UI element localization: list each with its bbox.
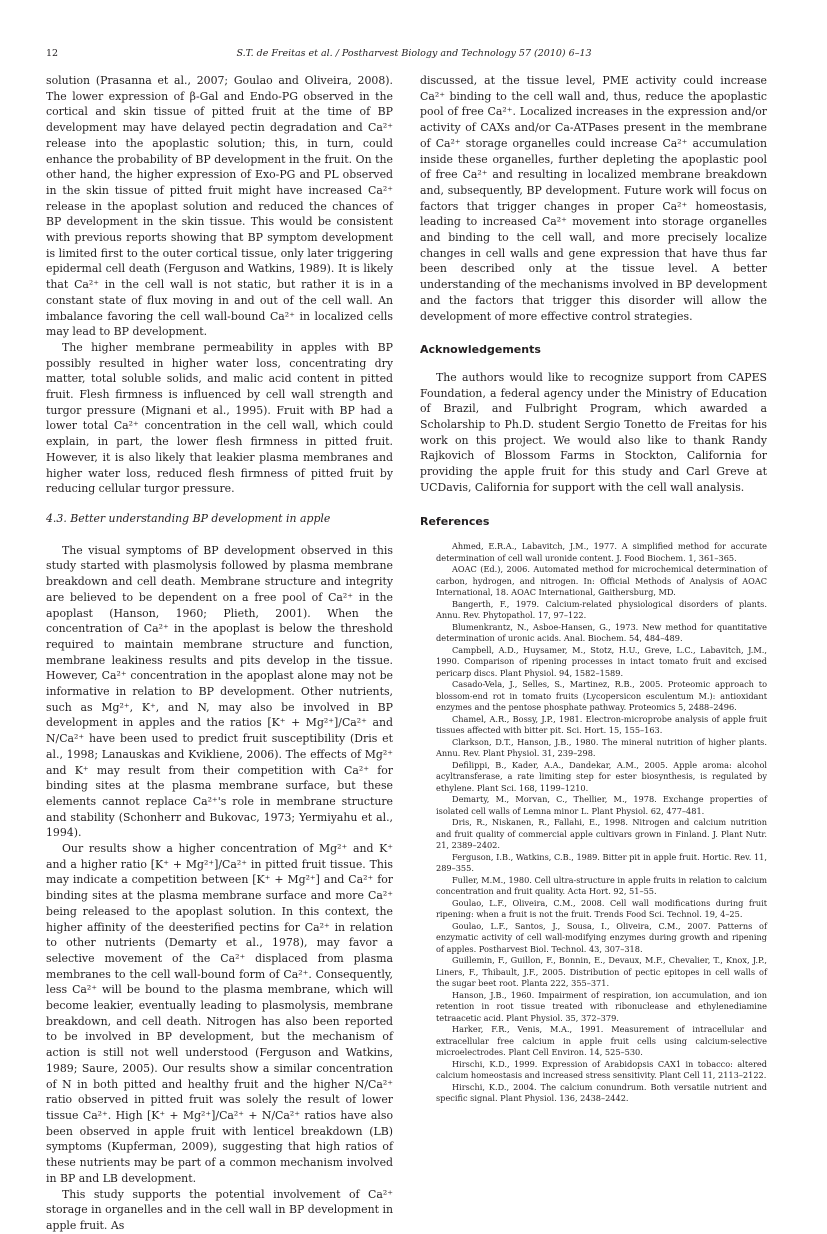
reference-item: Guillemin, F., Guillon, F., Bonnin, E., Devaux, M.F., Chevalier, T., Knox, J.P., Liners, F., Thibault, J.F., 2005. Distribution of pectic epitopes in cell walls of the sugar beet root. Planta 222, 355–371. <box>436 955 767 989</box>
paragraph: This study supports the potential involvement of Ca²⁺ storage in organelles and in the cell wall in BP development in apple fruit. As <box>46 1187 393 1232</box>
reference-item: Bangerth, F., 1979. Calcium-related physiological disorders of plants. Annu. Rev. Phytopathol. 17, 97–122. <box>436 598 767 621</box>
subsection-heading: 4.3. Better understanding BP development in apple <box>46 511 331 525</box>
reference-item: Ferguson, I.B., Watkins, C.B., 1989. Bitter pit in apple fruit. Hortic. Rev. 11, 289–355. <box>436 851 767 874</box>
reference-item: Harker, F.R., Venis, M.A., 1991. Measurement of intracellular and extracellular free calcium in apple fruit cells using calcium-selective microelectrodes. Plant Cell Environ. 14, 525–530. <box>436 1024 767 1058</box>
paragraph: The visual symptoms of BP development observed in this study started with plasmolysis followed by plasma membrane breakdown and cell death. Membrane structure and integrity are believed to be dependent on a free pool of Ca²⁺ in the apoplast (Hanson, 1960; Plieth, 2001). When the concentration of Ca²⁺ in the apoplast is below the threshold required to maintain membrane structure and function, membrane leakiness results and pits develop in the tissue. However, Ca²⁺ concentration in the apoplast alone may not be informative in relation to BP development. Other nutrients, such as Mg²⁺, K⁺, and N, may also be involved in BP development in apples and the ratios [K⁺ + Mg²⁺]/Ca²⁺ and N/Ca²⁺ have been used to predict fruit susceptibility (Dris et al., 1998; Lanauskas and Kvikliene, 2006). The effects of Mg²⁺ and K⁺ may result from their competition with Ca²⁺ for binding sites at the plasma membrane surface, but these elements cannot replace Ca²⁺'s role in membrane structure and stability (Schonherr and Bukovac, 1973; Yermiyahu et al., 1994). <box>46 543 393 840</box>
reference-item: Clarkson, D.T., Hanson, J.B., 1980. The mineral nutrition of higher plants. Annu. Rev. Plant Physiol. 31, 239–298. <box>436 736 767 759</box>
reference-item: Campbell, A.D., Huysamer, M., Stotz, H.U., Greve, L.C., Labavitch, J.M., 1990. Comparison of ripening processes in intact tomato fruit and excised pericarp discs. Plant Physiol. 94, 1582–1589. <box>436 644 767 678</box>
reference-item: Goulao, L.F., Oliveira, C.M., 2008. Cell wall modifications during fruit ripening: when a fruit is not the fruit. Trends Food Sci. Technol. 19, 4–25. <box>436 897 767 920</box>
paragraph: solution (Prasanna et al., 2007; Goulao and Oliveira, 2008). The lower expression of β-Gal and Endo-PG observed in the cortical and skin tissue of pitted fruit at the time of BP development may have delayed pectin degradation and Ca²⁺ release into the apoplastic solution; this, in turn, could enhance the probability of BP development in the fruit. On the other hand, the higher expression of Exo-PG and PL observed in the skin tissue of pitted fruit might have increased Ca²⁺ release in the apoplast solution and reduced the chances of BP development in the skin tissue. This would be consistent with previous reports showing that BP symptom development is limited first to the outer cortical tissue, only later triggering epidermal cell death (Ferguson and Watkins, 1989). It is likely that Ca²⁺ in the cell wall is not static, but rather it is in a constant state of flux moving in and out of the cell wall. An imbalance favoring the cell wall-bound Ca²⁺ in localized cells may lead to BP development. <box>46 74 393 339</box>
reference-item: Chamel, A.R., Bossy, J.P., 1981. Electron-microprobe analysis of apple fruit tissues affected with bitter pit. Sci. Hort. 15, 155–163. <box>436 713 767 736</box>
page-number: 12 <box>46 48 59 59</box>
acknowledgements-text: The authors would like to recognize support from CAPES Foundation, a federal agency under the Ministry of Education of Brazil, and Fulbright Program, which awarded a Scholarship to Ph.D. student Sergio Tonetto de Freitas for his work on this project. We would also like to thank Randy Rajkovich of Blossom Farms in Stockton, California for providing the apple fruit for this study and Carl Greve at UCDavis, California for support with the cell wall analysis. <box>420 370 767 494</box>
reference-item: Hirschi, K.D., 1999. Expression of Arabidopsis CAX1 in tobacco: altered calcium homeostasis and increased stress sensitivity. Plant Cell 11, 2113–2122. <box>436 1058 767 1081</box>
running-head: S.T. de Freitas et al. / Postharvest Biology and Technology 57 (2010) 6–13 <box>236 48 592 59</box>
reference-item: AOAC (Ed.), 2006. Automated method for microchemical determination of carbon, hydrogen, and nitrogen. In: Official Methods of Analysis of AOAC International, 18. AOAC International, Gaithersburg, MD. <box>436 564 767 598</box>
paragraph: The higher membrane permeability in apples with BP possibly resulted in higher water loss, concentrating dry matter, total soluble solids, and malic acid content in pitted fruit. Flesh firmness is influenced by cell wall strength and turgor pressure (Mignani et al., 1995). Fruit with BP had a lower total Ca²⁺ concentration in the cell wall, which could explain, in part, the lower flesh firmness in pitted fruit. However, it is also likely that leakier plasma membranes and higher water loss, reduced flesh firmness of pitted fruit by reducing cellular turgor pressure. <box>46 340 393 496</box>
reference-item: Demarty, M., Morvan, C., Thellier, M., 1978. Exchange properties of isolated cell walls of Lemna minor L. Plant Physiol. 62, 477–481. <box>436 794 767 816</box>
reference-item: Defilippi, B., Kader, A.A., Dandekar, A.M., 2005. Apple aroma: alcohol acyltransferase, a rate limiting step for ester biosynthesis, is regulated by ethylene. Plant Sci. 168, 1199–1210. <box>436 759 767 793</box>
reference-item: Casado-Vela, J., Selles, S., Martinez, R.B., 2005. Proteomic approach to blossom-end rot in tomato fruits (Lycopersicon esculentum M.): antioxidant enzymes and the pentose phosphate pathway. Proteomics 5, 2488–2496. <box>436 679 767 713</box>
left-column <box>46 73 393 1234</box>
reference-item: Hirschi, K.D., 2004. The calcium conundrum. Both versatile nutrient and specific signal. Plant Physiol. 136, 2438–2442. <box>436 1081 767 1104</box>
references-heading: References <box>420 514 490 528</box>
paragraph: Our results show a higher concentration of Mg²⁺ and K⁺ and a higher ratio [K⁺ + Mg²⁺]/Ca²⁺ in pitted fruit tissue. This may indicate a competition between [K⁺ + Mg²⁺] and Ca²⁺ for binding sites at the plasma membrane surface and more Ca²⁺ being released to the apoplast solution. In this context, the higher affinity of the deesterified pectins for Ca²⁺ in relation to other nutrients (Demarty et al., 1978), may favor a selective movement of the Ca²⁺ displaced from plasma membranes to the cell wall-bound form of Ca²⁺. Consequently, less Ca²⁺ will be bound to the plasma membrane, which will become leakier, eventually leading to plasmolysis, membrane breakdown, and cell death. Nitrogen has also been reported to be involved in BP development, but the mechanism of action is still not well understood (Ferguson and Watkins, 1989; Saure, 2005). Our results show a similar concentration of N in both pitted and healthy fruit and the higher N/Ca²⁺ ratio observed in pitted fruit was solely the result of lower tissue Ca²⁺. High [K⁺ + Mg²⁺]/Ca²⁺ + N/Ca²⁺ ratios have also been observed in apple fruit with lenticel breakdown (LB) symptoms (Kupferman, 2009), suggesting that high ratios of these nutrients may be part of a common mechanism involved in BP and LB development. <box>46 842 393 1185</box>
reference-item: Goulao, L.F., Santos, J., Sousa, I., Oliveira, C.M., 2007. Patterns of enzymatic activity of cell wall-modifying enzymes during growth and ripening of apples. Postharvest Biol. Technol. 43, 307–318. <box>436 920 767 954</box>
reference-item: Blumenkrantz, N., Asboe-Hansen, G., 1973. New method for quantitative determination of uronic acids. Anal. Biochem. 54, 484–489. <box>436 621 767 644</box>
page-header <box>46 48 782 64</box>
reference-item: Fuller, M.M., 1980. Cell ultra-structure in apple fruits in relation to calcium concentration and fruit quality. Acta Hort. 92, 51–55. <box>436 874 767 897</box>
reference-item: Ahmed, E.R.A., Labavitch, J.M., 1977. A simplified method for accurate determination of cell wall uronide content. J. Food Biochem. 1, 361–365. <box>436 541 767 563</box>
paragraph: discussed, at the tissue level, PME activity could increase Ca²⁺ binding to the cell wall and, thus, reduce the apoplastic pool of free Ca²⁺. Localized increases in the expression and/or activity of CAXs and/or Ca-ATPases present in the membrane of Ca²⁺ storage organelles could increase Ca²⁺ accumulation inside these organelles, further depleting the apoplastic pool of free Ca²⁺ and resulting in localized membrane breakdown and, subsequently, BP development. Future work will focus on factors that trigger changes in proper Ca²⁺ homeostasis, leading to increased Ca²⁺ movement into storage organelles and binding to the cell wall, and more precisely localize changes in cell walls and gene expression that have thus far been described only at the tissue level. A better understanding of the mechanisms involved in BP development and the factors that trigger this disorder will allow the development of more effective control strategies. <box>420 74 767 323</box>
reference-item: Dris, R., Niskanen, R., Fallahi, E., 1998. Nitrogen and calcium nutrition and fruit quality of commercial apple cultivars grown in Finland. J. Plant Nutr. 21, 2389–2402. <box>436 817 767 851</box>
reference-item: Hanson, J.B., 1960. Impairment of respiration, ion accumulation, and ion retention in root tissue treated with ribonuclease and ethylenediamine tetraacetic acid. Plant Physiol. 35, 372–379. <box>436 989 767 1023</box>
reference-list <box>420 541 767 1105</box>
right-column <box>420 73 767 1105</box>
acknowledgements-heading: Acknowledgements <box>420 343 541 357</box>
